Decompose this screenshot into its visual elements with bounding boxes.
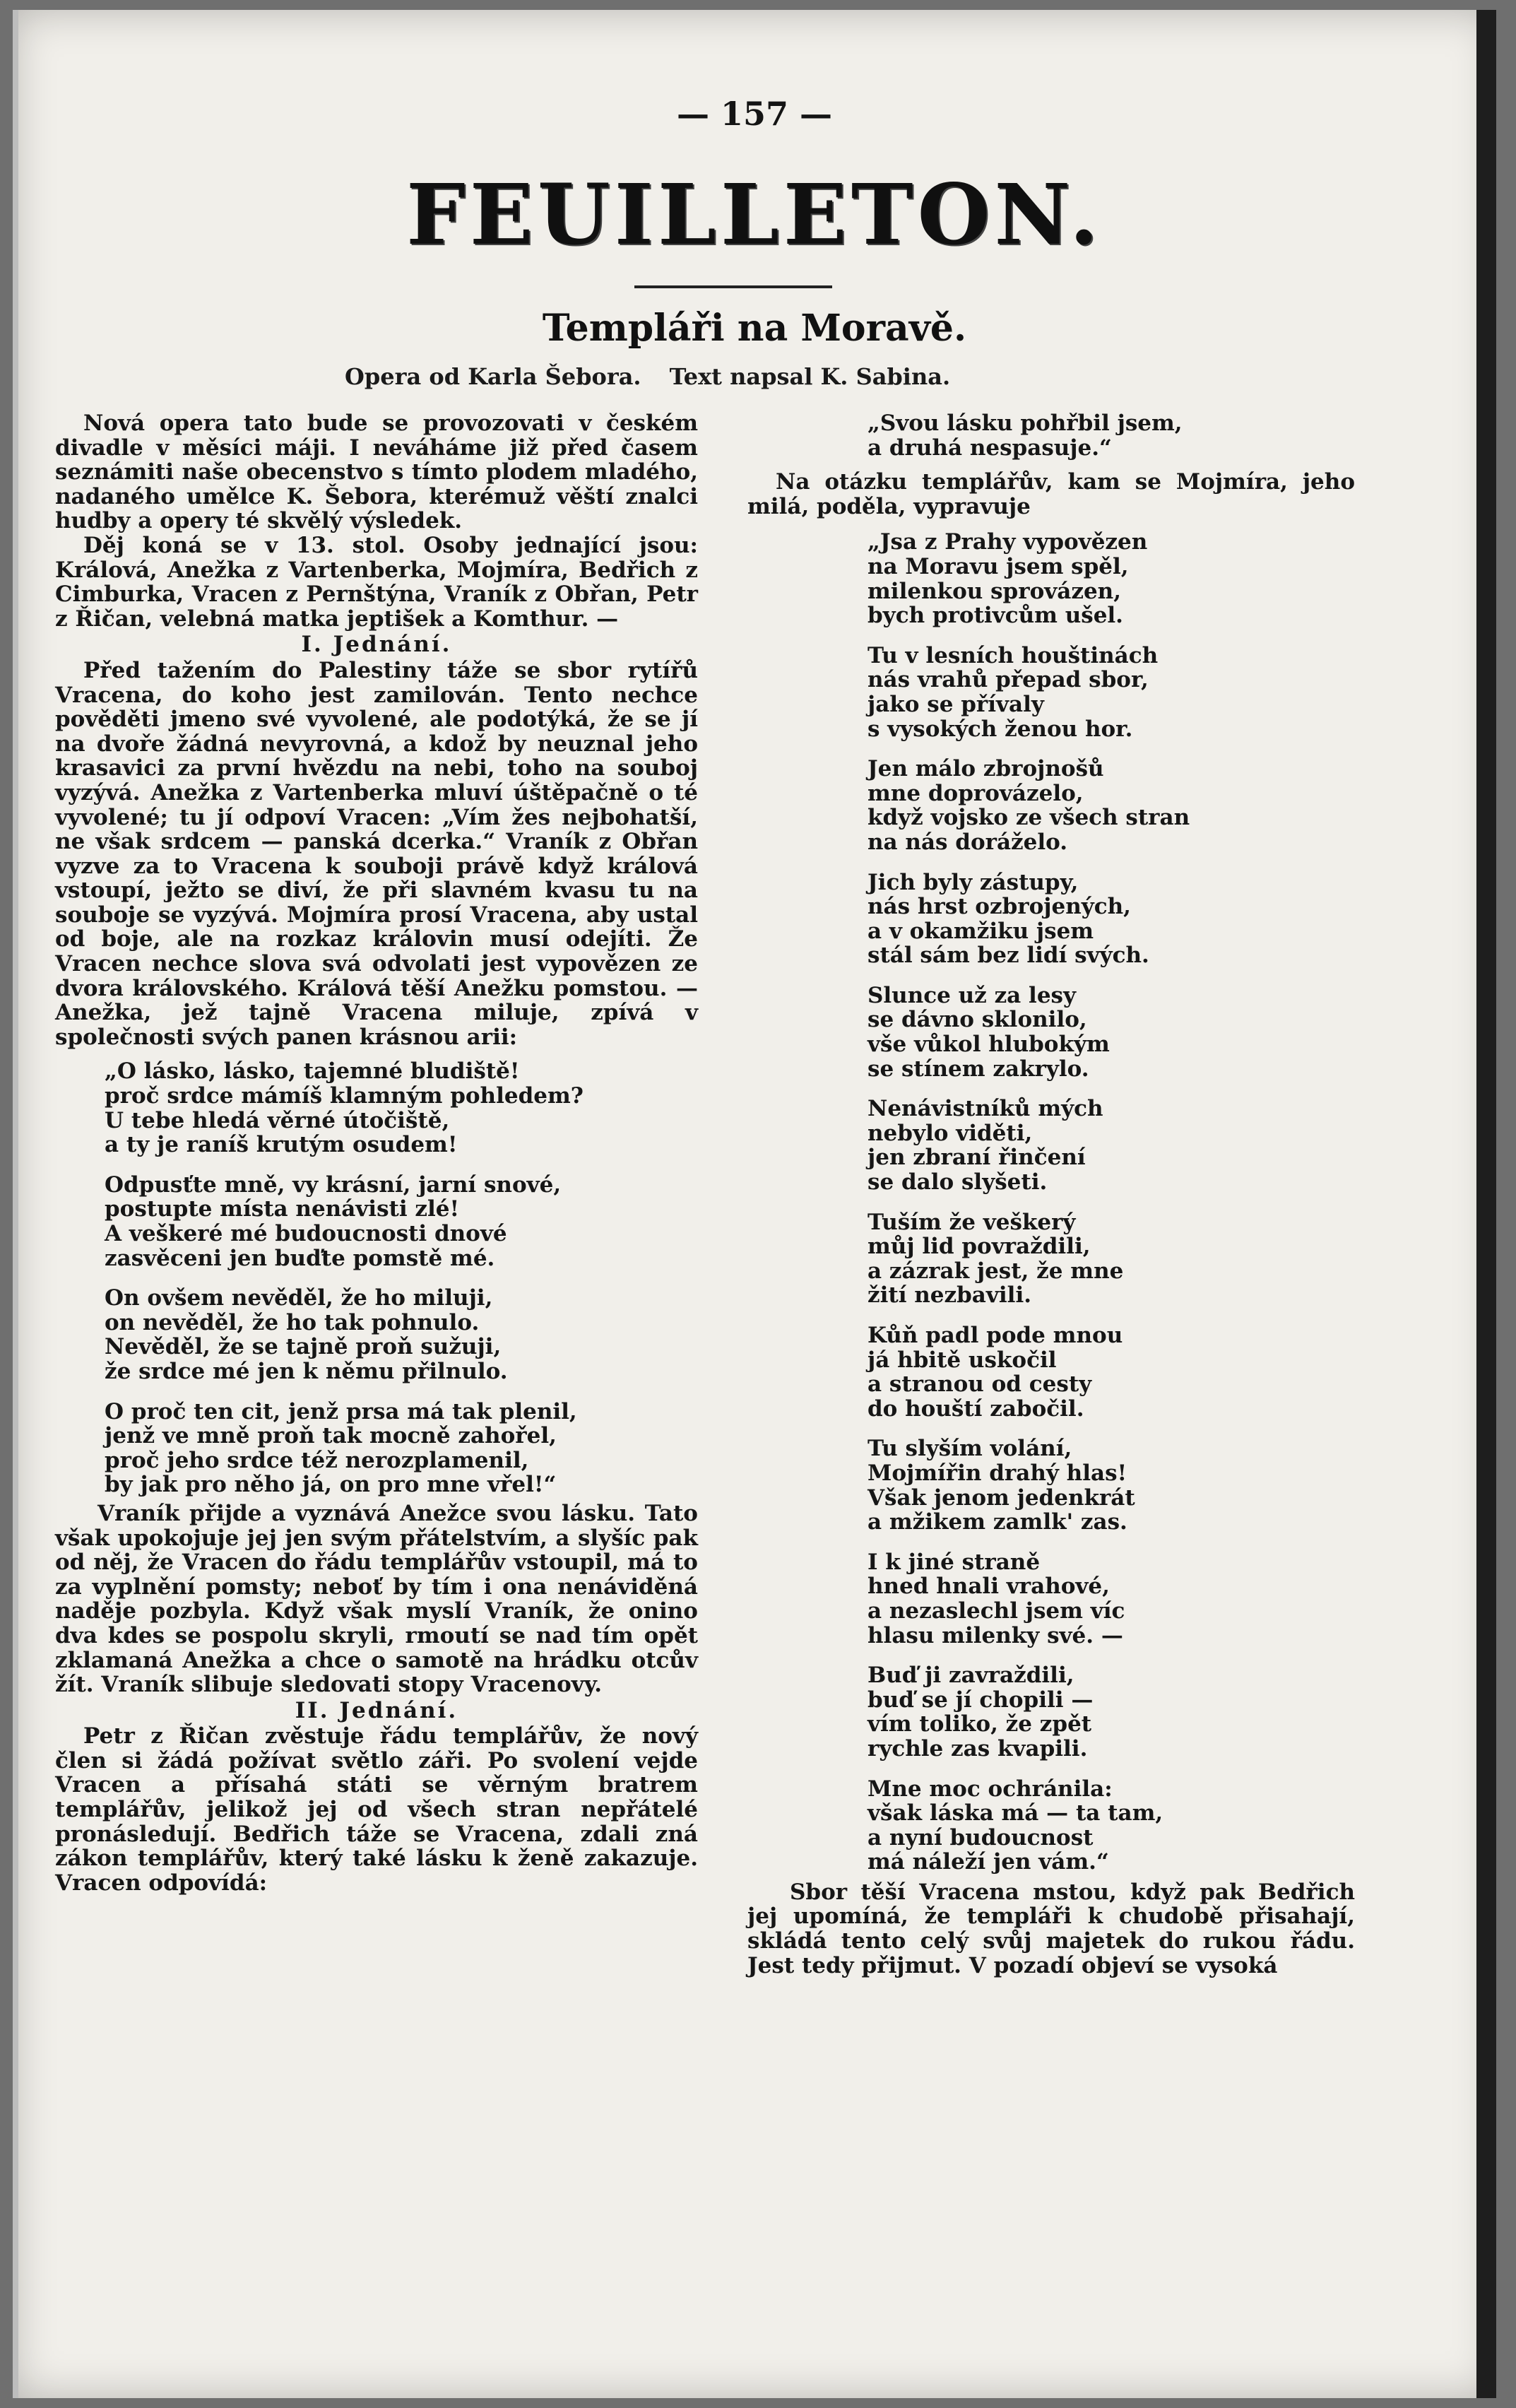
verse-line: s vysokých ženou hor. [867,716,1133,742]
verse-line: a nezaslechl jsem víc [867,1598,1125,1624]
verse-line: hlasu milenky své. — [867,1622,1123,1648]
verse-line: rychle zas kvapili. [867,1735,1088,1761]
text-credit: Text napsal K. Sabina. [669,363,951,390]
verse-line: Jen málo zbrojnošů [867,756,1104,782]
title-divider [634,285,832,288]
verse-line: proč jeho srdce též nerozplamenil, [105,1447,529,1473]
verse-line: vše vůkol hlubokým [867,1032,1110,1058]
act-2-heading: II. Jednání. [295,1697,458,1723]
verse-line: Tuším že veškerý [867,1209,1076,1235]
page-edge-right [1476,10,1496,2398]
verse-line: A veškeré mé budoucnosti dnové [105,1221,507,1246]
verse-line: nebylo viděti, [867,1120,1033,1146]
verse-line: „Jsa z Prahy vypovězen [867,529,1148,555]
verse-line: zasvěceni jen buďte pomstě mé. [105,1245,495,1271]
verse-line: stál sám bez lidí svých. [867,943,1149,969]
verse-line: milenkou sprovázen, [867,578,1121,604]
verse-line: žití nezbavili. [867,1282,1032,1309]
verse-line: jen zbraní řinčení [867,1145,1086,1171]
verse-line: se dávno sklonilo, [867,1007,1087,1033]
verse-line: O proč ten cit, jenž prsa má tak plenil, [105,1398,577,1424]
verse-line: On ovšem nevěděl, že ho miluji, [105,1285,493,1311]
verse-line: Však jenom jedenkrát [867,1485,1135,1511]
characters-paragraph: Děj koná se v 13. stol. Osoby jednající jsou: Králová, Anežka z Vartenberka, Mojmíra, Bedřich z Cimburka, Vracen z Pernštýna, Vraník z Obřan, Petr z Řičan, velebná matka jeptišek a Komthur. — [55,532,698,632]
opera-credit: Opera od Karla Šebora. [345,363,641,390]
verse-line: Nenávistníků mých [867,1096,1103,1122]
verse-line: a mžikem zamlk' zas. [867,1509,1127,1535]
verse-line: Odpusťte mně, vy krásní, jarní snové, [105,1171,562,1198]
masthead: FEUILLETON. [406,165,1103,264]
quote-verse [867,411,1355,460]
left-column [55,411,698,1895]
verse-line: postupte místa nenávisti zlé! [105,1196,460,1222]
aria-stanza [105,1286,698,1383]
poem-stanza [867,1550,1355,1648]
verse-line: do houští zabočil. [867,1395,1084,1422]
verse-line: na Moravu jsem spěl, [867,553,1129,579]
verse-line: jako se přívaly [867,691,1044,717]
aria-verse [105,1059,698,1497]
newspaper-page [13,10,1496,2398]
poem-stanza [867,757,1355,854]
verse-line: I k jiné straně [867,1549,1041,1575]
act-1-paragraph: Před tažením do Palestiny táže se sbor rytířů Vracena, do koho jest zamilován. Tento nechce pověděti jmeno své vyvolené, ale podotýká, že se jí na dvoře žádná nevyrovná, a kdož by neuznal jeho krasavici za první hvězdu na nebi, toho na souboj vyzývá. Anežka z Vartenberka mluví úštěpačně o té vyvolené; tu jí odpoví Vracen: „Vím žes nejbohatší, ne však srdcem — panská dcerka.“ Vraník z Obřan vyzve za to Vracena k souboji právě když králová vstoupí, ježto se diví, že při slavném kvasu tu na souboje se vyzývá. Mojmíra prosí Vracena, aby ustal od boje, ale na rozkaz královin musí odejíti. Že Vracen nechce slova svá odvolati jest vypovězen ze dvora královského. Králová těší Anežku pomstou. — Anežka, jež tajně Vracena miluje, zpívá v společnosti svých panen krásnou arii: [55,657,698,1050]
aria-stanza [105,1400,698,1497]
article-credits [345,363,1475,390]
page-number: — 157 — [676,95,833,133]
verse-line: Kůň padl pode mnou [867,1323,1123,1348]
closing-paragraph: Sbor těší Vracena mstou, když pak Bedřich jej upomíná, že templáři k chudobě přisahají, skládá tento celý svůj majetek do rukou řádu. Jest tedy přijmut. V pozadí objeví se vysoká [747,1879,1355,1978]
verse-line: Tu slyším volání, [867,1436,1072,1462]
verse-line: on nevěděl, že ho tak pohnulo. [105,1309,480,1335]
verse-line: však láska má — ta tam, [867,1800,1163,1826]
verse-line: že srdce mé jen k němu přilnulo. [105,1358,508,1384]
act-1-heading: I. Jednání. [301,632,452,658]
verse-line: Mne moc ochránila: [867,1776,1113,1802]
poem-stanza [867,1323,1355,1421]
verse-line: jenž ve mně proň tak mocně zahořel, [105,1423,557,1449]
verse-line: „Svou lásku pohřbil jsem, [867,411,1183,436]
verse-line: proč srdce mámíš klamným pohledem? [105,1083,584,1109]
verse-line: má náleží jen vám.“ [867,1849,1109,1875]
verse-line: a nyní budoucnost [867,1824,1094,1851]
act-2-paragraph: Petr z Řičan zvěstuje řádu templářův, že nový člen si žádá požívat světlo záři. Po svolení vejde Vracen a přísahá státi se věrným bratrem templářův, jelikož jej od všech stran nepřátelé pronásledují. Bedřich táže se Vracena, zdali zná zákon templářův, který také lásku k ženě zakazuje. Vracen odpovídá: [55,1723,698,1896]
poem-stanza [867,1210,1355,1308]
verse-line: a v okamžiku jsem [867,918,1094,944]
verse-line: nás vrahů přepad sbor, [867,667,1149,693]
poem-stanza [867,1777,1355,1875]
article-title: Templáři na Moravě. [542,307,967,350]
poem-stanza [867,530,1355,627]
verse-line: a druhá nespasuje.“ [867,435,1112,461]
verse-line: vím toliko, že zpět [867,1711,1092,1737]
verse-line: buď se jí chopili — [867,1687,1094,1713]
after-aria-paragraph: Vraník přijde a vyznává Anežce svou lásku. Tato však upokojuje jej jen svým přátelstvím, a slyšíc pak od něj, že Vracen do řádu templářův vstoupil, má to za vyplnění pomsty; neboť by tím i ona nenáviděná naděje pozbyla. Když však myslí Vraník, že onino dva kdes se pospolu skryli, rmoutí se nad tím opět zklamaná Anežka a chce o samotě na hrádku otcův žít. Vraník slibuje sledovati stopy Vracenovy. [55,1500,698,1698]
aria-stanza [105,1173,698,1270]
verse-line: hned hnali vrahové, [867,1574,1110,1600]
right-column [747,411,1355,1978]
verse-line: se stínem zakrylo. [867,1056,1089,1082]
aria-stanza [105,1059,698,1157]
page-edge-left [13,10,18,2398]
verse-line: já hbitě uskočil [867,1347,1057,1373]
verse-line: „O lásko, lásko, tajemné bludiště! [105,1058,520,1085]
verse-line: Mojmířin drahý hlas! [867,1460,1127,1486]
poem-stanza [867,1097,1355,1194]
verse-line: Jich byly zástupy, [867,869,1079,895]
verse-line: U tebe hledá věrné útočiště, [105,1107,450,1133]
verse-line: a stranou od cesty [867,1371,1092,1398]
verse-line: Nevěděl, že se tajně proň sužuji, [105,1334,502,1360]
verse-line: se dalo slyšeti. [867,1169,1048,1196]
verse-line: nás hrst ozbrojených, [867,894,1131,920]
poem-stanza [867,870,1355,968]
poem-stanza [867,1663,1355,1761]
verse-line: Slunce už za lesy [867,982,1077,1008]
poem-stanza [867,644,1355,741]
verse-line: na nás doráželo. [867,829,1068,855]
poem-stanza [867,984,1355,1081]
intro-paragraph: Nová opera tato bude se provozovati v českém divadle v měsíci máji. I neváháme již před časem seznámiti naše obecenstvo s tímto plodem mladého, nadaného umělce K. Šebora, kterémuž věští znalci hudby a opery té skvělý výsledek. [55,411,698,534]
verse-line: a ty je raníš krutým osudem! [105,1132,458,1158]
verse-line: Tu v lesních houštinách [867,642,1159,668]
verse-line: můj lid povraždili, [867,1234,1091,1260]
narration-intro: Na otázku templářův, kam se Mojmíra, jeho milá, poděla, vypravuje [747,469,1355,519]
poem-stanza [867,1436,1355,1534]
verse-line: by jak pro něho já, on pro mne vřel!“ [105,1472,557,1498]
verse-line: Buď ji zavraždili, [867,1663,1074,1689]
verse-line: bych protivcům ušel. [867,603,1123,629]
verse-line: mne doprovázelo, [867,780,1084,806]
verse-line: a zázrak jest, že mne [867,1258,1124,1284]
verse-line: když vojsko ze všech stran [867,805,1190,831]
